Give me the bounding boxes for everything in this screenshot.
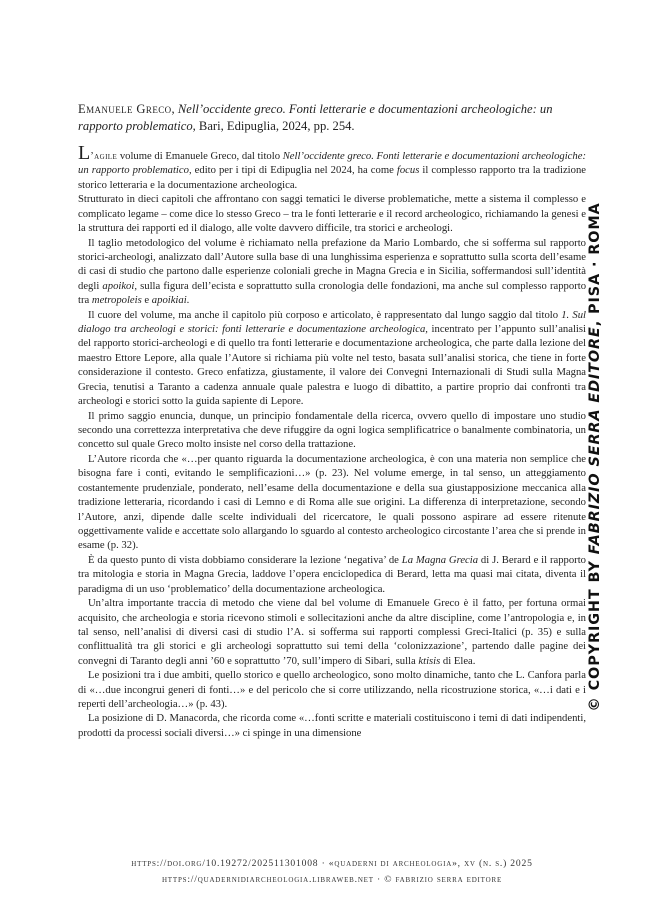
text-run: il complesso rapporto tra la tradizione storico letteraria e la documentazione archeologica. <box>78 165 586 191</box>
italic-term: metropoleis <box>91 295 142 307</box>
copyright-place: , PISA · ROMA <box>587 202 603 327</box>
copyright-publisher: FABRIZIO SERRA EDITORE <box>587 326 603 555</box>
paragraph-3 <box>78 237 586 309</box>
paragraph-7 <box>78 554 586 597</box>
paragraph-5: Il primo saggio enuncia, dunque, un principio fondamentale della ricerca, ovvero quello di impostare uno studio secondo una correttezza interpretativa che deve rifuggire da ogni logica semplificatrice o banalmente combinatoria, un concetto sul quale Greco molto insiste nel corso della trattazione. <box>78 410 586 451</box>
paragraph-1 <box>78 142 586 193</box>
text-run: di J. Berard e il rapporto tra mitologia e storia in Magna Grecia, laddove l’opera enciclopedica di Berard, letta ma quasi mai citata, diventa il paradigma di un uso ‘problematico’ della documentazione archeologica. <box>78 554 587 595</box>
italic-term: apoikoi <box>102 280 135 292</box>
italic-title: La Magna Grecia <box>401 554 479 566</box>
text-run: di Elea. <box>440 655 476 667</box>
drop-cap: L <box>78 142 91 164</box>
text-run: Il cuore del volume, ma anche il capitolo più corposo e articolato, è rappresentato dal lungo saggio dal titolo <box>88 309 562 321</box>
copyright-prefix: © COPYRIGHT BY <box>587 554 603 712</box>
footer-url: https://quadernidiarcheologia.libraweb.net · © fabrizio serra editore <box>161 874 503 885</box>
paragraph-9: Le posizioni tra i due ambiti, quello storico e quello archeologico, sono molto dinamiche, tanto che L. Canfora parla di «…due incongrui generi di fonti…» e del pericolo che si corre utilizzando, nella ricostruzione storica, «…i dati e i reperti dell’archeologia…» (p. 43). <box>78 670 586 711</box>
review-book-title: Nell’occidente greco. Fonti letterarie e documentazioni archeologiche: un rapporto problematico <box>78 102 553 133</box>
text-run: È da questo punto di vista dobbiamo considerare la lezione ‘negativa’ de <box>88 554 402 566</box>
header-separator: , <box>171 102 178 116</box>
italic-term: focus <box>396 165 420 177</box>
text-run: , edito per i tipi di Edipuglia nel 2024, ha come <box>188 165 397 177</box>
review-publication: , Bari, Edipuglia, 2024, pp. 254. <box>192 119 355 133</box>
text-run: Il taglio metodologico del volume è richiamato nella prefazione da Mario Lombardo, che si sofferma sul rapporto storici-archeologi, analizzato dall’Autore sulla base di una lunghissima esperienza e soprattutto sulla scorta dell’esame di casi di studio che partono dalle esperienze coloniali greche in Magna Grecia e in Sicilia, soffermandosi sull’identità degli <box>78 237 586 292</box>
text-run: volume di Emanuele Greco, dal titolo <box>117 151 283 162</box>
paragraph-10: La posizione di D. Manacorda, che ricorda come «…fonti scritte e materiali costituiscono i temi di dati indipendenti, prodotti da processi sociali diversi…» ci spinge in una dimensione <box>78 713 586 739</box>
review-body <box>78 142 587 741</box>
text-run: Un’altra importante traccia di metodo che viene dal bel volume di Emanuele Greco è il fatto, per fortuna ormai acquisito, che archeologia e storia ricevono stimoli e sollecitazioni anche da altre discipline, come l’antropologia e, in tal senso, nell’analisi di diversi casi di studio l’A. si sofferma sui rapporti complessi Greci-Italici (p. 35) e sulla conflittualità tra gli storici e gli archeologi soprattutto sui temi della ‘colonizzazione’, partendo dalle pagine dei convegni di Taranto degli anni ’60 e soprattutto ’70, sull’impero di Sibari, sulla <box>78 598 586 667</box>
paragraph-6: L’Autore ricorda che «…per quanto riguarda la documentazione archeologica, è con una materia non semplice che bisogna fare i conti, evitando le semplificazioni…» (p. 23). Nel volume emerge, in tal senso, un atteggiamento costantemente prudenziale, ponderato, nell’esame della documentazione e della sua giustapposizione meccanica alla tradizione letteraria, ricordando i casi di Lemno e di Roma alle sue origini. La differenza di interpretazione, secondo l’Autore, anzi, dipende dalle scelte individuali del ricercatore, le quali possono aspirare ad essere ritenute oggettivamente valide e accettate solo allargando lo sguardo al contesto archeologico circostante l’area che si prende in esame (p. 32). <box>78 453 586 552</box>
italic-term: ktisis <box>418 655 441 667</box>
text-run: , sulla figura dell’ecista e soprattutto sulla cronologia delle fondazioni, ma anche sul complesso rapporto tra <box>78 280 587 307</box>
small-caps-opening: ’agile <box>90 151 118 162</box>
copyright-notice <box>587 202 603 711</box>
paragraph-4 <box>78 309 586 410</box>
paragraph-2: Strutturato in dieci capitoli che affrontano con saggi tematici le diverse problematiche, mette a sistema il complesso e complicato legame – come dice lo stesso Greco – tra le fonti letterarie e il record archeologico, richiamando la genesi e la struttura dei rapporti ed il dialogo, alle volte davvero difficile, tra storici e archeologi. <box>78 194 586 235</box>
review-header <box>78 101 586 135</box>
paragraph-8 <box>78 597 586 669</box>
text-run: . <box>186 295 190 307</box>
text-run: e <box>141 295 152 307</box>
footer-doi: https://doi.org/10.19272/202511301008 · «quaderni di archeologia», xv (n. s.) 2025 <box>131 858 533 869</box>
review-author: Emanuele Greco <box>78 102 172 116</box>
italic-title: Nell’occidente greco. Fonti letterarie e documentazioni archeologiche: un rapporto problematico <box>78 151 586 177</box>
text-run: incentrato per l’appunto sull’analisi del rapporto storici-archeologi e di quello tra fonti letterarie e documentazione archeologica, che parte dalla lezione del maestro Ettore Lepore, alla quale l’Autore si richiama più volte nel testo, basata sull’analisi storica, che tiene in forte considerazione il contesto. Greco enfatizza, giustamente, il valore dei Convegni Internazionali di Studi sulla Magna Grecia, tenutisi a Taranto a cadenza annuale quale palestra e luogo di dibattito, a partire proprio dai confronti tra archeologi e storici sotto la guida sapiente di Lepore. <box>78 324 586 408</box>
copyright-sidebar <box>583 202 607 712</box>
italic-chapter-title: 1. Sul dialogo tra archeologi e storici: fonti letterarie e documentazione archeologica, <box>78 309 586 336</box>
italic-term: apoikiai <box>151 295 187 307</box>
